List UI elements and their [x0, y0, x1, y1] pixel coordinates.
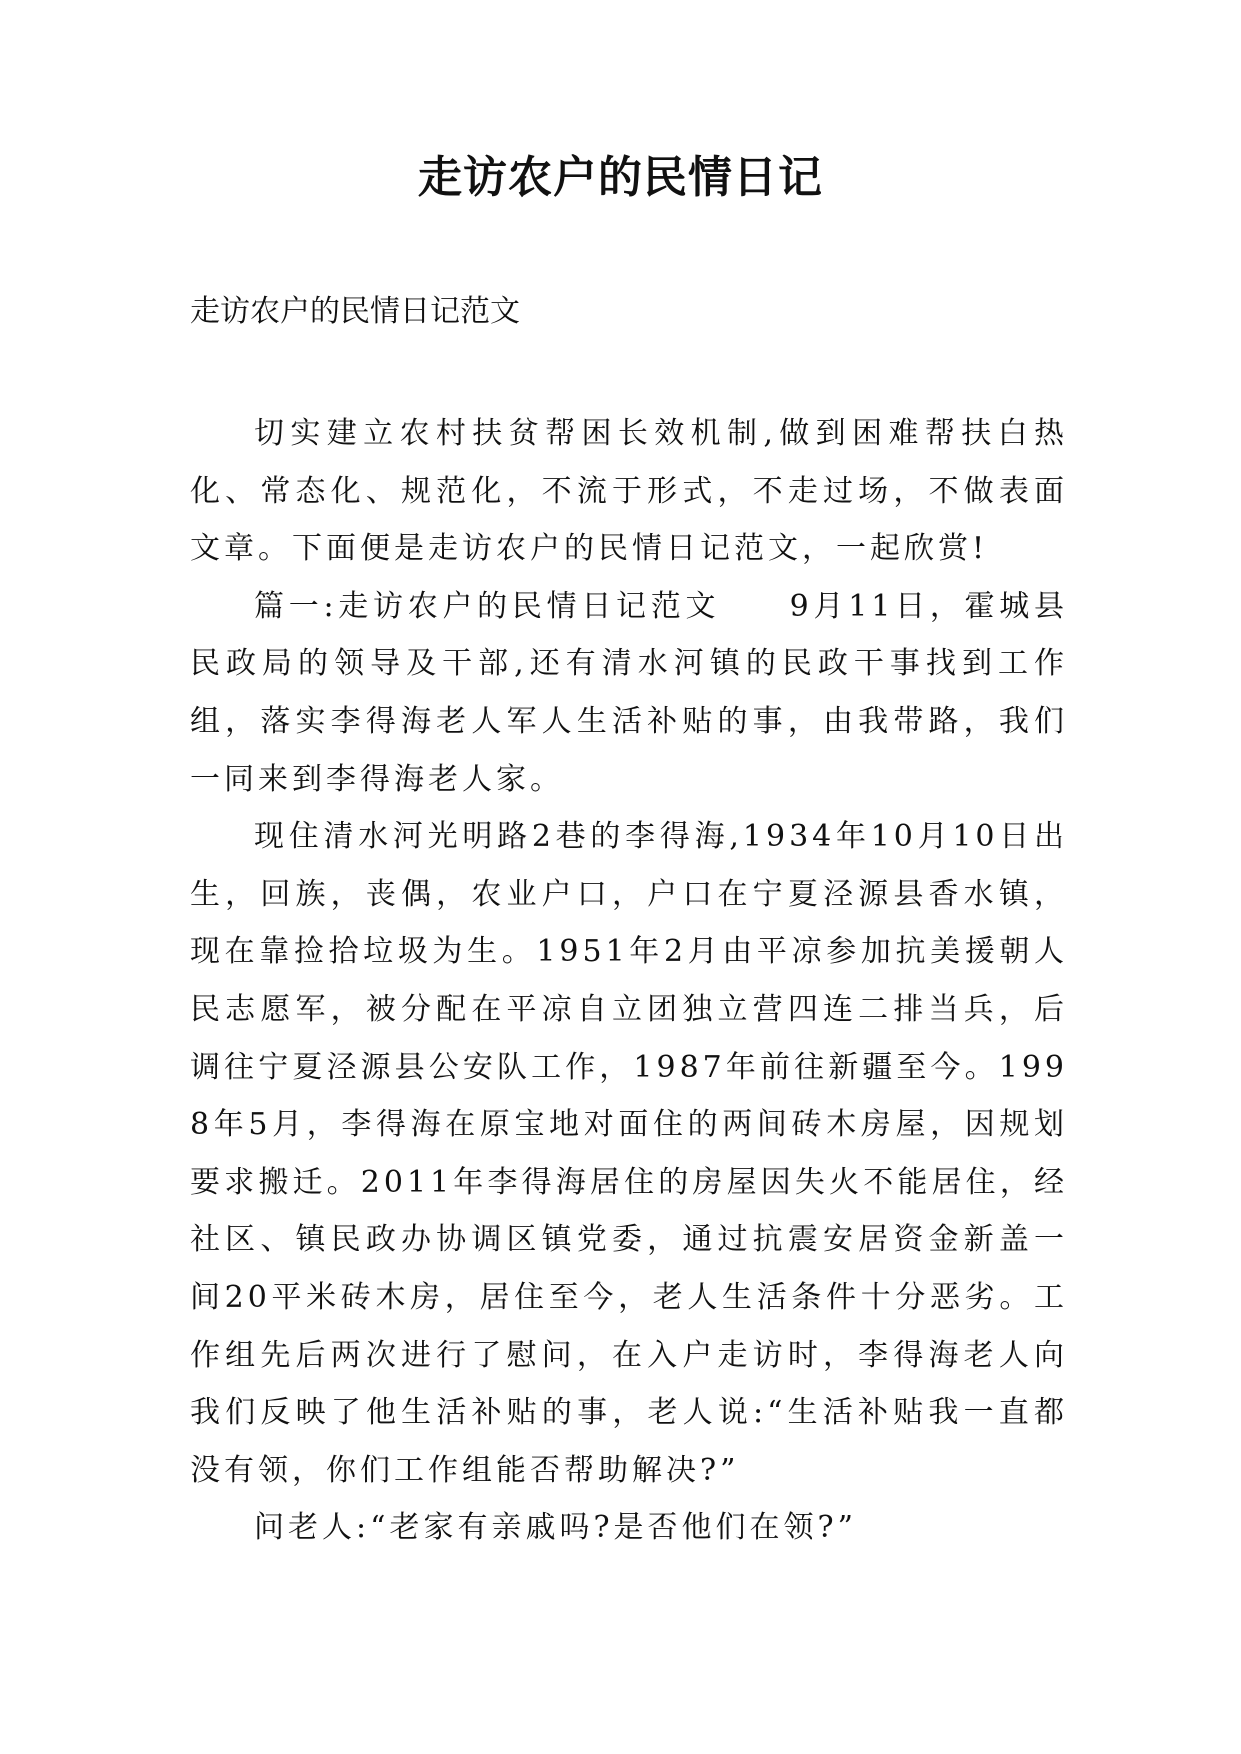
paragraph-part-one: 篇一:走访农户的民情日记范文 9月11日，霍城县民政局的领导及干部,还有清水河镇的民政干事找到工作组，落实李得海老人军人生活补贴的事，由我带路，我们一同来到李得海老人家。	[190, 588, 1068, 797]
paragraph-question: 问老人:“老家有亲戚吗?是否他们在领?”	[254, 1510, 857, 1546]
document-body	[190, 405, 1068, 1557]
document-subtitle: 走访农户的民情日记范文	[190, 294, 520, 329]
document-title: 走访农户的民情日记	[418, 152, 823, 203]
paragraph-intro: 切实建立农村扶贫帮困长效机制,做到困难帮扶白热化、常态化、规范化，不流于形式，不走过场，不做表面文章。下面便是走访农户的民情日记范文，一起欣赏!	[190, 416, 1068, 567]
paragraph-background: 现住清水河光明路2巷的李得海,1934年10月10日出生，回族，丧偶，农业户口，户口在宁夏泾源县香水镇，现在靠捡拾垃圾为生。1951年2月由平凉参加抗美援朝人民志愿军，被分配在平凉自立团独立营四连二排当兵，后调往宁夏泾源县公安队工作，1987年前往新疆至今。1998年5月，李得海在原宝地对面住的两间砖木房屋，因规划要求搬迁。2011年李得海居住的房屋因失火不能居住，经社区、镇民政办协调区镇党委，通过抗震安居资金新盖一间20平米砖木房，居住至今，老人生活条件十分恶劣。工作组先后两次进行了慰问，在入户走访时，李得海老人向我们反映了他生活补贴的事，老人说:“生活补贴我一直都没有领，你们工作组能否帮助解决?”	[190, 819, 1068, 1488]
